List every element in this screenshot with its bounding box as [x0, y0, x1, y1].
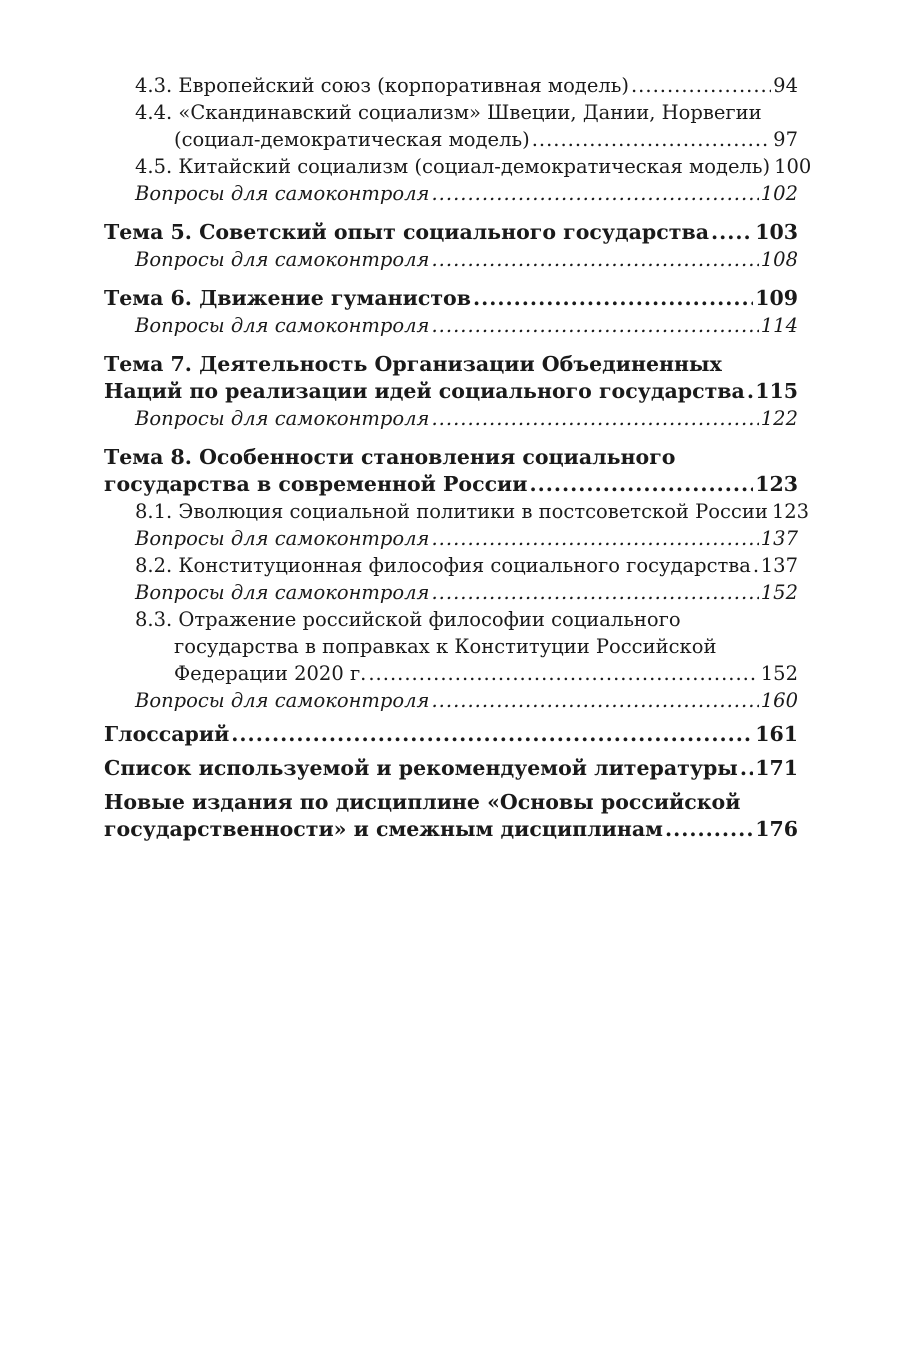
toc-entry-label: 4.3. Европейский союз (корпоративная модель)	[135, 74, 629, 97]
toc-page-number: 97	[773, 128, 798, 151]
toc-entry-label: государственности» и смежным дисциплинам	[104, 817, 663, 841]
toc-entry-8-3[interactable]	[104, 660, 798, 687]
toc-entry-8-3-line1[interactable]: 8.3. Отражение российской философии социального	[135, 608, 681, 631]
toc-page-number: 100	[774, 155, 812, 178]
leader-dots	[753, 552, 759, 579]
leader-dots	[473, 285, 753, 312]
toc-entry-questions-7[interactable]	[104, 405, 798, 432]
toc-entry-label: Тема 6. Движение гуманистов	[104, 286, 471, 310]
toc-page-number: 152	[760, 662, 798, 685]
toc-entry-questions-6[interactable]	[104, 312, 798, 339]
toc-entry-label: Вопросы для самоконтроля	[135, 581, 430, 604]
toc-page-number: 114	[760, 314, 798, 337]
toc-entry-label: Вопросы для самоконтроля	[135, 689, 430, 712]
toc-entry-label: Наций по реализации идей социального государства	[104, 379, 745, 403]
toc-entry-new-editions-line1[interactable]: Новые издания по дисциплине «Основы российской	[104, 790, 741, 814]
toc-entry-4-3[interactable]	[104, 72, 798, 99]
toc-entry-8-3-line2[interactable]: государства в поправках к Конституции Российской	[174, 635, 717, 658]
toc-entry-label: государства в современной России	[104, 472, 528, 496]
leader-dots	[740, 755, 753, 782]
leader-dots	[747, 378, 753, 405]
leader-dots	[368, 660, 758, 687]
leader-dots	[431, 180, 758, 207]
toc-entry-new-editions[interactable]	[104, 816, 798, 843]
toc-entry-label: Вопросы для самоконтроля	[135, 248, 430, 271]
leader-dots	[431, 246, 758, 273]
toc-page-number: 122	[760, 407, 798, 430]
leader-dots	[665, 816, 753, 843]
toc-entry-questions-8-2[interactable]	[104, 579, 798, 606]
toc-entry-label: Список используемой и рекомендуемой литературы	[104, 756, 738, 780]
toc-entry-8-1[interactable]	[104, 498, 810, 525]
toc-entry-label: Глоссарий	[104, 722, 230, 746]
toc-page-number: 123	[755, 472, 798, 496]
table-of-contents	[104, 72, 812, 843]
leader-dots	[431, 687, 758, 714]
toc-entry-label: Вопросы для самоконтроля	[135, 407, 430, 430]
toc-entry-4-4-line1[interactable]: 4.4. «Скандинавский социализм» Швеции, Дании, Норвегии	[135, 101, 762, 124]
toc-entry-8-2[interactable]	[104, 552, 798, 579]
leader-dots	[532, 126, 771, 153]
toc-entry-4-4[interactable]	[104, 126, 798, 153]
toc-entry-questions-8-3[interactable]	[104, 687, 798, 714]
toc-entry-label: Вопросы для самоконтроля	[135, 314, 430, 337]
toc-entry-questions-8-1[interactable]	[104, 525, 798, 552]
toc-entry-label: Тема 5. Советский опыт социального государства	[104, 220, 709, 244]
leader-dots	[431, 525, 758, 552]
toc-page-number: 102	[760, 182, 798, 205]
leader-dots	[529, 471, 753, 498]
toc-page-number: 109	[755, 286, 798, 310]
toc-page-number: 103	[755, 220, 798, 244]
toc-page-number: 171	[755, 756, 798, 780]
toc-page-number: 115	[755, 379, 798, 403]
toc-page-number: 137	[760, 554, 798, 577]
toc-page-number: 161	[755, 722, 798, 746]
toc-entry-topic-7[interactable]	[104, 378, 798, 405]
toc-page-number: 137	[760, 527, 798, 550]
toc-entry-questions-4[interactable]	[104, 180, 798, 207]
toc-page-number: 123	[771, 500, 810, 523]
toc-entry-topic-7-line1[interactable]: Тема 7. Деятельность Организации Объединенных	[104, 352, 722, 376]
toc-page-number: 160	[760, 689, 798, 712]
leader-dots	[631, 72, 771, 99]
leader-dots	[431, 579, 758, 606]
toc-entry-4-5[interactable]	[104, 153, 812, 180]
toc-entry-literature[interactable]	[104, 755, 798, 782]
toc-entry-topic-6[interactable]	[104, 285, 798, 312]
toc-entry-glossary[interactable]	[104, 721, 798, 748]
toc-entry-label: (социал-демократическая модель)	[174, 128, 530, 151]
toc-entry-label: 4.5. Китайский социализм (социал-демократическая модель)	[135, 155, 771, 178]
leader-dots	[431, 312, 758, 339]
toc-page-number: 152	[760, 581, 798, 604]
toc-page-number: 94	[773, 74, 798, 97]
toc-entry-topic-8-line1[interactable]: Тема 8. Особенности становления социального	[104, 445, 676, 469]
leader-dots	[711, 219, 753, 246]
toc-page-number: 108	[760, 248, 798, 271]
toc-entry-topic-8[interactable]	[104, 471, 798, 498]
leader-dots	[431, 405, 758, 432]
toc-entry-topic-5[interactable]	[104, 219, 798, 246]
toc-page-number: 176	[755, 817, 798, 841]
leader-dots	[231, 721, 753, 748]
toc-entry-questions-5[interactable]	[104, 246, 798, 273]
toc-entry-label: Вопросы для самоконтроля	[135, 527, 430, 550]
toc-entry-label: 8.2. Конституционная философия социального государства	[135, 554, 751, 577]
toc-entry-label: 8.1. Эволюция социальной политики в постсоветской России	[135, 500, 768, 523]
toc-entry-label: Федерации 2020 г.	[174, 662, 367, 685]
toc-entry-label: Вопросы для самоконтроля	[135, 182, 430, 205]
